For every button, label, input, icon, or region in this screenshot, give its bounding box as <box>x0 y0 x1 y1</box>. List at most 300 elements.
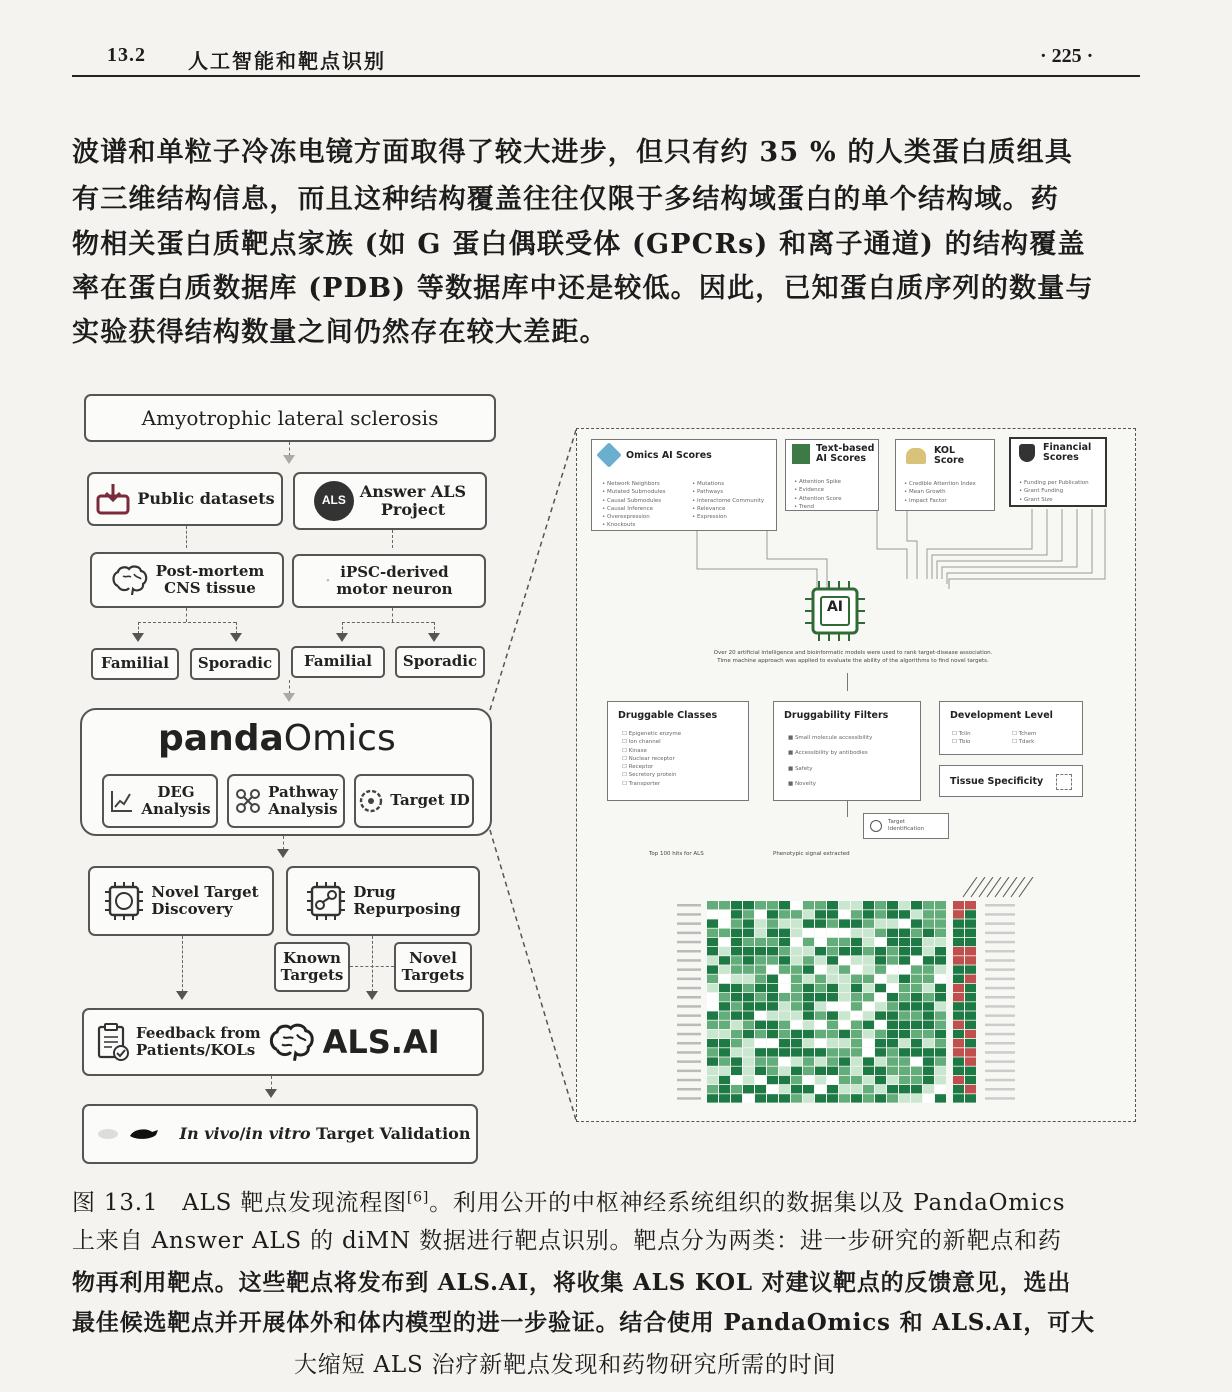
heatmap-cell <box>851 1076 862 1084</box>
heatmap-cell <box>863 993 874 1001</box>
heatmap-cell <box>875 1076 886 1084</box>
heatmap-cell <box>815 965 826 973</box>
heatmap-cell <box>791 1021 802 1029</box>
heatmap-cell <box>743 1085 754 1093</box>
heatmap-cell <box>839 929 850 937</box>
heatmap-cell <box>755 1039 766 1047</box>
text-based-item: • Evidence <box>794 487 825 494</box>
heatmap-cell <box>839 1076 850 1084</box>
heatmap-cell <box>965 910 976 918</box>
heatmap-cell <box>755 1076 766 1084</box>
heatmap-cell <box>935 919 946 927</box>
connector <box>847 673 848 691</box>
kol-item: • Credible Attention Index <box>904 481 976 487</box>
heatmap-cell <box>875 901 886 909</box>
heatmap-cell <box>935 1057 946 1065</box>
pandaomics-detail-panel <box>576 428 1136 1122</box>
heatmap-cell <box>815 956 826 964</box>
heatmap-cell <box>923 975 934 983</box>
heatmap-cell <box>863 1085 874 1093</box>
heatmap-row-label <box>677 968 701 971</box>
heatmap-cell <box>935 1085 946 1093</box>
text-based-line1: Text-based <box>816 443 875 454</box>
heatmap-cell <box>743 1057 754 1065</box>
heatmap-cell <box>923 1067 934 1075</box>
heatmap-cell <box>839 1048 850 1056</box>
heatmap-row-label <box>677 950 701 953</box>
heatmap-cell <box>863 1067 874 1075</box>
heatmap-cell <box>863 956 874 964</box>
heatmap-row-label <box>677 959 701 962</box>
heatmap-cell <box>707 929 718 937</box>
heatmap-cell <box>851 1021 862 1029</box>
heatmap-cell <box>851 975 862 983</box>
heatmap-cell <box>755 956 766 964</box>
heatmap-cell <box>815 947 826 955</box>
heatmap-cell <box>779 1021 790 1029</box>
validation-in-vivo: In vivo <box>179 1123 240 1143</box>
heatmap-cell <box>791 1094 802 1102</box>
heatmap-cell <box>899 929 910 937</box>
heatmap-cell <box>953 1011 964 1019</box>
druggable-item: ☐ Receptor <box>622 764 654 770</box>
caption-line: 最佳候选靶点并开展体外和体内模型的进一步验证。结合使用 PandaOmics 和 ALS.AI，可大 <box>72 1309 1095 1336</box>
heatmap-cell <box>935 1067 946 1075</box>
heatmap-cell <box>731 901 742 909</box>
omics-word: Omics <box>283 718 396 759</box>
bar-chart-icon <box>1056 774 1072 790</box>
heatmap-cell <box>827 1011 838 1019</box>
heatmap-cell <box>719 1094 730 1102</box>
heatmap-cell <box>743 947 754 955</box>
heatmap-cell <box>767 1076 778 1084</box>
heatmap-row-label <box>677 978 701 981</box>
heatmap-cell <box>791 1057 802 1065</box>
druggability-filters-title: Druggability Filters <box>784 710 889 721</box>
omics-item: • Network Neighbors <box>602 481 660 487</box>
connector <box>847 801 848 817</box>
caption-line1-rest: 。利用公开的中枢神经系统组织的数据集以及 PandaOmics <box>429 1190 1066 1216</box>
heatmap-row-label <box>677 932 701 935</box>
pathway-line1: Pathway <box>268 782 338 801</box>
heatmap-cell <box>767 910 778 918</box>
heatmap-cell <box>839 919 850 927</box>
heatmap-cell <box>815 1085 826 1093</box>
heatmap-cell <box>839 947 850 955</box>
heatmap-cell <box>815 1076 826 1084</box>
heatmap-cell <box>767 929 778 937</box>
panda-word: panda <box>158 718 284 759</box>
heatmap-cell <box>887 929 898 937</box>
heatmap-cell <box>755 1021 766 1029</box>
heatmap-cell <box>815 938 826 946</box>
heatmap-cell <box>767 1085 778 1093</box>
heatmap-cell <box>935 1030 946 1038</box>
development-item: ☐ Tdark <box>1012 739 1035 746</box>
heatmap-cell <box>731 919 742 927</box>
heatmap-cell <box>815 929 826 937</box>
heatmap-cell <box>707 919 718 927</box>
heatmap-cell <box>719 1011 730 1019</box>
heatmap-cell <box>887 901 898 909</box>
heatmap-cell <box>863 1048 874 1056</box>
familial-label: Familial <box>304 652 372 671</box>
caption-ref: [6] <box>406 1189 430 1206</box>
heatmap-cell <box>863 1057 874 1065</box>
omics-item: • Mutated Submodules <box>602 489 666 496</box>
heatmap-cell <box>791 919 802 927</box>
heatmap-cell <box>935 965 946 973</box>
heatmap-row-annotation <box>985 1051 1015 1054</box>
heatmap-cell <box>743 956 754 964</box>
heatmap-cell <box>953 929 964 937</box>
omics-item: • Overexpression <box>602 514 650 520</box>
heatmap-cell <box>779 1094 790 1102</box>
heatmap-cell <box>827 1039 838 1047</box>
heatmap-cell <box>911 993 922 1001</box>
omics-item: • Mutations <box>692 481 725 487</box>
heatmap-cell <box>839 975 850 983</box>
heatmap-cell <box>965 993 976 1001</box>
heatmap-cell <box>923 1048 934 1056</box>
financial-item: • Grant Size <box>1019 496 1053 503</box>
heatmap-cell <box>767 1002 778 1010</box>
heatmap-cell <box>743 919 754 927</box>
deg-line1: DEG <box>157 782 195 801</box>
heatmap-column-label <box>1003 877 1017 897</box>
heatmap-cell <box>803 956 814 964</box>
heatmap-cell <box>815 910 826 918</box>
heatmap-cell <box>803 965 814 973</box>
heatmap-cell <box>965 956 976 964</box>
heatmap-cell <box>755 1030 766 1038</box>
heatmap-cell <box>851 1030 862 1038</box>
heatmap-cell <box>923 1002 934 1010</box>
omics-item: • Relevance <box>692 505 726 512</box>
heatmap-cell <box>839 984 850 992</box>
page-number: · 225 · <box>1040 45 1094 67</box>
heatmap-cell <box>935 947 946 955</box>
heatmap-cell <box>743 929 754 937</box>
heatmap-cell <box>791 1002 802 1010</box>
heatmap-cell <box>851 938 862 946</box>
heatmap-cell <box>953 956 964 964</box>
heatmap-cell <box>791 901 802 909</box>
target-heatmap <box>673 877 1107 1119</box>
heatmap-cell <box>887 1048 898 1056</box>
heatmap-cell <box>923 1094 934 1102</box>
heatmap-cell <box>779 965 790 973</box>
heatmap-cell <box>899 1011 910 1019</box>
heatmap-column-label <box>1011 877 1025 897</box>
heatmap-cell <box>719 975 730 983</box>
heatmap-cell <box>863 965 874 973</box>
heatmap-cell <box>743 1030 754 1038</box>
kol-item: • Mean Growth <box>904 489 946 496</box>
heatmap-cell <box>827 1094 838 1102</box>
heatmap-cell <box>779 1076 790 1084</box>
heatmap-cell <box>953 993 964 1001</box>
heatmap-cell <box>851 1002 862 1010</box>
postmortem-line1: Post-mortem <box>155 561 265 580</box>
heatmap-cell <box>755 938 766 946</box>
heatmap-cell <box>965 1021 976 1029</box>
heatmap-cell <box>851 1048 862 1056</box>
heatmap-cell <box>863 938 874 946</box>
heatmap-cell <box>743 1021 754 1029</box>
heatmap-cell <box>731 956 742 964</box>
body-line: 率在蛋白质数据库 (PDB) 等数据库中还是较低。因此，已知蛋白质序列的数量与 <box>72 273 1094 304</box>
heatmap-cell <box>827 1085 838 1093</box>
heatmap-cell <box>707 956 718 964</box>
heatmap-cell <box>953 1030 964 1038</box>
heatmap-cell <box>899 910 910 918</box>
ai-chip-icon <box>801 579 871 643</box>
heatmap-cell <box>965 929 976 937</box>
heatmap-cell <box>953 975 964 983</box>
drug-repurposing-line2: Repurposing <box>353 900 461 918</box>
heatmap-cell <box>899 1057 910 1065</box>
heatmap-cell <box>719 901 730 909</box>
heatmap-cell <box>827 1067 838 1075</box>
heatmap-cell <box>863 1021 874 1029</box>
heatmap-cell <box>803 993 814 1001</box>
heatmap-cell <box>827 1048 838 1056</box>
development-item: ☐ Tbio <box>952 739 971 746</box>
heatmap-cell <box>779 993 790 1001</box>
heatmap-cell <box>923 993 934 1001</box>
heatmap-cell <box>779 1067 790 1075</box>
heatmap-cell <box>743 1067 754 1075</box>
als-logo-icon: ALS <box>314 481 354 521</box>
heatmap-cell <box>767 1021 778 1029</box>
heatmap-row-label <box>677 1051 701 1054</box>
ipsc-line1: iPSC-derived <box>340 562 449 581</box>
omics-item: • Causal Submodules <box>602 497 662 504</box>
heatmap-cell <box>767 1094 778 1102</box>
heatmap-cell <box>935 956 946 964</box>
heatmap-row-label <box>677 1097 701 1100</box>
heatmap-row-annotation <box>985 904 1015 907</box>
body-line: 波谱和单粒子冷冻电镜方面取得了较大进步，但只有约 35 % 的人类蛋白质组具 <box>72 137 1074 168</box>
heatmap-cell <box>935 1039 946 1047</box>
heatmap-cell <box>803 975 814 983</box>
druggable-item: ☐ Epigenetic enzyme <box>622 731 682 737</box>
ai-chip-label: AI <box>826 599 844 615</box>
heatmap-cell <box>779 1030 790 1038</box>
heatmap-cell <box>767 919 778 927</box>
heatmap-cell <box>815 1021 826 1029</box>
filter-item: ■ Small molecule accessibility <box>788 735 873 741</box>
heatmap-cell <box>899 975 910 983</box>
heatmap-row-annotation <box>985 1033 1015 1036</box>
development-item: ☐ Tclin <box>952 731 971 737</box>
heatmap-row-label <box>677 913 701 916</box>
target-icon <box>870 820 882 832</box>
heatmap-cell <box>731 1057 742 1065</box>
heatmap-cell <box>779 910 790 918</box>
heatmap-cell <box>899 993 910 1001</box>
heatmap-row-annotation <box>985 913 1015 916</box>
heatmap-cell <box>863 1030 874 1038</box>
heatmap-cell <box>827 901 838 909</box>
heatmap-cell <box>875 947 886 955</box>
heatmap-cell <box>719 1002 730 1010</box>
heatmap-cell <box>743 1039 754 1047</box>
heatmap-cell <box>839 1021 850 1029</box>
drug-repurposing-line1: Drug <box>353 882 396 901</box>
heatmap-cell <box>863 1002 874 1010</box>
druggable-items <box>622 730 681 788</box>
heatmap-cell <box>965 1030 976 1038</box>
heatmap-cell <box>731 965 742 973</box>
heatmap-cell <box>719 938 730 946</box>
heatmap-cell <box>965 919 976 927</box>
heatmap-row-label <box>677 1042 701 1045</box>
heatmap-cell <box>935 984 946 992</box>
druggable-item: ☐ Ion channel <box>622 739 661 746</box>
heatmap-cell <box>767 947 778 955</box>
heatmap-cell <box>965 965 976 973</box>
heatmap-cell <box>953 947 964 955</box>
disease-label: Amyotrophic lateral sclerosis <box>141 405 439 430</box>
alsai-logo: ALS.AI <box>322 1022 440 1061</box>
heatmap-cell <box>731 993 742 1001</box>
heatmap-cell <box>755 1067 766 1075</box>
heatmap-cell <box>965 1048 976 1056</box>
heatmap-cell <box>719 965 730 973</box>
heatmap-cell <box>923 1021 934 1029</box>
heatmap-cell <box>887 984 898 992</box>
heatmap-cell <box>731 1076 742 1084</box>
omics-ai-scores-title: Omics AI Scores <box>626 449 712 461</box>
heatmap-cell <box>965 1094 976 1102</box>
heatmap-cell <box>767 984 778 992</box>
heatmap-cell <box>899 1076 910 1084</box>
heatmap-cell <box>803 947 814 955</box>
heatmap-cell <box>803 1030 814 1038</box>
heatmap-cell <box>707 1067 718 1075</box>
heatmap-cell <box>911 1085 922 1093</box>
heatmap-cell <box>815 1030 826 1038</box>
heatmap-cell <box>707 984 718 992</box>
heatmap-cell <box>755 965 766 973</box>
omics-item: • Interactome Community <box>692 497 765 504</box>
heatmap-cell <box>815 975 826 983</box>
heatmap-cell <box>935 1076 946 1084</box>
heatmap-cell <box>707 1094 718 1102</box>
heatmap-cell <box>965 938 976 946</box>
heatmap-cell <box>887 1085 898 1093</box>
heatmap-cell <box>731 1039 742 1047</box>
heatmap-cell <box>791 938 802 946</box>
heatmap-cell <box>875 1002 886 1010</box>
heatmap-cell <box>887 1030 898 1038</box>
heatmap-cell <box>851 965 862 973</box>
heatmap-cell <box>827 919 838 927</box>
ai-desc-line2: Time machine approach was applied to evaluate the ability of the algorithms to find novel targets. <box>717 658 989 665</box>
heatmap-cell <box>911 984 922 992</box>
heatmap-cell <box>887 1011 898 1019</box>
heatmap-cell <box>839 1057 850 1065</box>
heatmap-cell <box>767 1057 778 1065</box>
heatmap-cell <box>719 1067 730 1075</box>
heatmap-cell <box>707 1002 718 1010</box>
heatmap-row-annotation <box>985 1024 1015 1027</box>
heatmap-cell <box>935 975 946 983</box>
heatmap-cell <box>707 1030 718 1038</box>
heatmap-cell <box>887 910 898 918</box>
heatmap-row-annotation <box>985 996 1015 999</box>
heatmap-row-annotation <box>985 978 1015 981</box>
heatmap-cell <box>827 993 838 1001</box>
postmortem-line2: CNS tissue <box>164 579 256 597</box>
heatmap-cell <box>851 929 862 937</box>
heatmap-cell <box>965 1002 976 1010</box>
heatmap-cell <box>851 1085 862 1093</box>
heatmap-cell <box>911 1002 922 1010</box>
heatmap-cell <box>755 1057 766 1065</box>
heatmap-cell <box>707 938 718 946</box>
heatmap-cell <box>767 901 778 909</box>
heatmap-cell <box>923 947 934 955</box>
caption-label: 图 13.1 ALS 靶点发现流程图 <box>72 1190 407 1216</box>
heatmap-cell <box>755 1048 766 1056</box>
heatmap-cell <box>827 1076 838 1084</box>
heatmap-cell <box>731 1067 742 1075</box>
heatmap-cell <box>779 1085 790 1093</box>
heatmap-cell <box>707 975 718 983</box>
heatmap-cell <box>911 965 922 973</box>
heatmap-row-annotation <box>985 1070 1015 1073</box>
heatmap-cell <box>911 1057 922 1065</box>
body-line: 物相关蛋白质靶点家族 (如 G 蛋白偶联受体 (GPCRs) 和离子通道) 的结构覆盖 <box>72 229 1086 260</box>
heatmap-cell <box>791 1085 802 1093</box>
deg-line2: Analysis <box>141 800 211 818</box>
heatmap-cell <box>923 1011 934 1019</box>
heatmap-row-label <box>677 1033 701 1036</box>
heatmap-cell <box>899 1039 910 1047</box>
heatmap-cell <box>827 929 838 937</box>
heatmap-cell <box>911 919 922 927</box>
heatmap-cell <box>851 956 862 964</box>
heatmap-cell <box>743 965 754 973</box>
heatmap-row-label <box>677 996 701 999</box>
heatmap-row-label <box>677 1024 701 1027</box>
heatmap-cell <box>953 1039 964 1047</box>
heatmap-cell <box>911 901 922 909</box>
heatmap-cell <box>887 1039 898 1047</box>
heatmap-cell <box>899 965 910 973</box>
heatmap-cell <box>719 956 730 964</box>
heatmap-cell <box>923 1039 934 1047</box>
heatmap-cell <box>743 975 754 983</box>
heatmap-row-label <box>677 1088 701 1091</box>
heatmap-cell <box>887 919 898 927</box>
heatmap-cell <box>791 1067 802 1075</box>
answer-als-line1: Answer ALS <box>359 481 467 501</box>
heatmap-cell <box>953 1094 964 1102</box>
heatmap-cell <box>803 1002 814 1010</box>
heatmap-cell <box>965 1067 976 1075</box>
target-id-label: Target ID <box>390 791 470 810</box>
heatmap-cell <box>707 1048 718 1056</box>
heatmap-cell <box>731 910 742 918</box>
heatmap-cell <box>719 1057 730 1065</box>
heatmap-cell <box>815 901 826 909</box>
heatmap-cell <box>827 1030 838 1038</box>
heatmap-cell <box>887 975 898 983</box>
